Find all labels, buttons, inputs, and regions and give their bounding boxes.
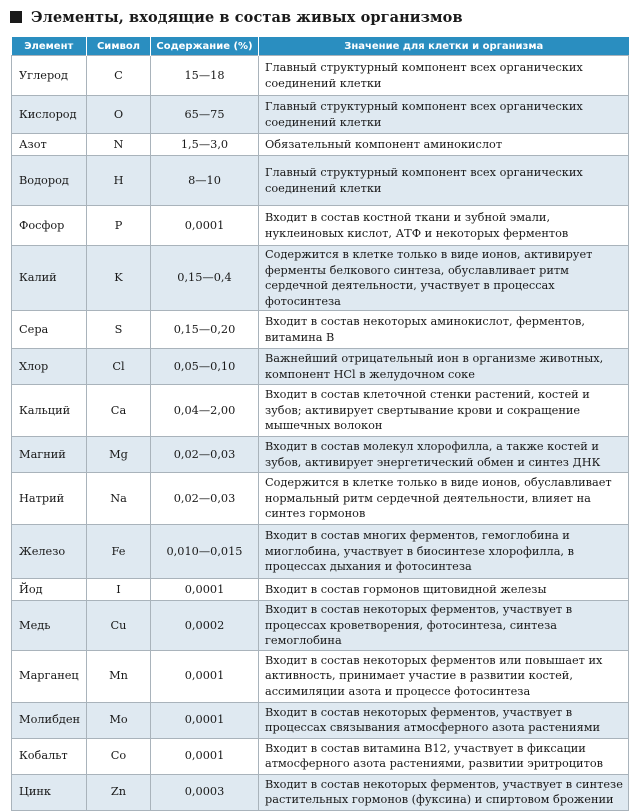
cell-element: Цинк — [12, 774, 87, 810]
header-content: Содержание (%) — [151, 37, 259, 56]
cell-symbol: Fe — [87, 525, 151, 579]
cell-symbol: Na — [87, 473, 151, 525]
cell-role: Главный структурный компонент всех органических соединений клетки — [259, 56, 629, 96]
cell-element: Магний — [12, 437, 87, 473]
table-row — [12, 473, 629, 525]
cell-symbol: Cu — [87, 601, 151, 651]
cell-role: Содержится в клетке только в виде ионов, обуславливает нормальный ритм сердечной деятельности, влияет на синтез гормонов — [259, 473, 629, 525]
cell-role: Главный структурный компонент всех органических соединений клетки — [259, 96, 629, 134]
cell-role: Входит в состав витамина B12, участвует в фиксации атмосферного азота растениями, развитии эритроцитов — [259, 738, 629, 774]
table-row — [12, 349, 629, 385]
cell-element: Хлор — [12, 349, 87, 385]
cell-content: 0,0001 — [151, 702, 259, 738]
cell-symbol: Mo — [87, 702, 151, 738]
table-row — [12, 738, 629, 774]
cell-role: Входит в состав гормонов щитовидной железы — [259, 579, 629, 601]
cell-symbol: H — [87, 156, 151, 206]
cell-element: Марганец — [12, 650, 87, 702]
cell-content: 1,5—3,0 — [151, 134, 259, 156]
cell-element: Натрий — [12, 473, 87, 525]
cell-content: 0,0001 — [151, 579, 259, 601]
cell-role: Входит в состав некоторых ферментов, участвует в процессах связывания атмосферного азота растениями — [259, 702, 629, 738]
cell-role: Входит в состав костной ткани и зубной эмали, нуклеиновых кислот, АТФ и некоторых ферментов — [259, 206, 629, 246]
cell-symbol: Mn — [87, 650, 151, 702]
table-row — [12, 774, 629, 810]
cell-content: 0,02—0,03 — [151, 473, 259, 525]
cell-content: 0,0002 — [151, 601, 259, 651]
cell-element: Кальций — [12, 385, 87, 437]
cell-symbol: K — [87, 246, 151, 311]
cell-symbol: Ca — [87, 385, 151, 437]
table-row — [12, 579, 629, 601]
cell-role: Входит в состав некоторых аминокислот, ферментов, витамина B — [259, 311, 629, 349]
table-row — [12, 437, 629, 473]
cell-element: Водород — [12, 156, 87, 206]
cell-symbol: P — [87, 206, 151, 246]
cell-role: Входит в состав молекул хлорофилла, а также костей и зубов, активирует энергетический обмен и синтез ДНК — [259, 437, 629, 473]
table-row — [12, 206, 629, 246]
cell-content: 0,0001 — [151, 650, 259, 702]
table-row — [12, 385, 629, 437]
cell-element: Калий — [12, 246, 87, 311]
cell-element: Углерод — [12, 56, 87, 96]
cell-role: Входит в состав многих ферментов, гемоглобина и миоглобина, участвует в биосинтезе хлорофилла, в процессах дыхания и фотосинтеза — [259, 525, 629, 579]
cell-content: 15—18 — [151, 56, 259, 96]
table-header-row — [12, 37, 629, 56]
header-symbol: Символ — [87, 37, 151, 56]
table-row — [12, 702, 629, 738]
cell-content: 0,04—2,00 — [151, 385, 259, 437]
cell-role: Содержится в клетке только в виде ионов, активирует ферменты белкового синтеза, обуславливает ритм сердечной деятельности, участвует в процессах фотосинтеза — [259, 246, 629, 311]
cell-element: Молибден — [12, 702, 87, 738]
cell-symbol: Zn — [87, 774, 151, 810]
cell-element: Фосфор — [12, 206, 87, 246]
cell-element: Кислород — [12, 96, 87, 134]
cell-symbol: Co — [87, 738, 151, 774]
page-title-row — [10, 6, 463, 28]
cell-role: Входит в состав некоторых ферментов или повышает их активность, принимает участие в развитии костей, ассимиляции азота и процессе фотосинтеза — [259, 650, 629, 702]
header-element: Элемент — [12, 37, 87, 56]
cell-role: Входит в состав некоторых ферментов, участвует в синтезе растительных гормонов (фуксина) и спиртовом брожении — [259, 774, 629, 810]
table-row — [12, 601, 629, 651]
cell-symbol: C — [87, 56, 151, 96]
table-row — [12, 650, 629, 702]
cell-role: Главный структурный компонент всех органических соединений клетки — [259, 156, 629, 206]
cell-element: Кобальт — [12, 738, 87, 774]
table-row — [12, 156, 629, 206]
table-row — [12, 96, 629, 134]
cell-symbol: S — [87, 311, 151, 349]
cell-symbol: I — [87, 579, 151, 601]
cell-content: 0,05—0,10 — [151, 349, 259, 385]
cell-role: Важнейший отрицательный ион в организме животных, компонент HCl в желудочном соке — [259, 349, 629, 385]
cell-element: Азот — [12, 134, 87, 156]
cell-symbol: O — [87, 96, 151, 134]
cell-role: Обязательный компонент аминокислот — [259, 134, 629, 156]
cell-element: Сера — [12, 311, 87, 349]
cell-symbol: N — [87, 134, 151, 156]
page-title: Элементы, входящие в состав живых организмов — [31, 8, 463, 26]
cell-element: Железо — [12, 525, 87, 579]
table-row — [12, 311, 629, 349]
title-bullet-square — [10, 11, 22, 23]
cell-content: 0,010—0,015 — [151, 525, 259, 579]
cell-content: 0,15—0,20 — [151, 311, 259, 349]
table-row — [12, 246, 629, 311]
cell-symbol: Cl — [87, 349, 151, 385]
cell-content: 0,15—0,4 — [151, 246, 259, 311]
table-row — [12, 56, 629, 96]
cell-element: Медь — [12, 601, 87, 651]
cell-content: 0,0001 — [151, 738, 259, 774]
cell-element: Йод — [12, 579, 87, 601]
table-row — [12, 134, 629, 156]
cell-role: Входит в состав клеточной стенки растений, костей и зубов; активирует свертывание крови и сокращение мышечных волокон — [259, 385, 629, 437]
cell-symbol: Mg — [87, 437, 151, 473]
cell-content: 0,0003 — [151, 774, 259, 810]
cell-role: Входит в состав некоторых ферментов, участвует в процессах кроветворения, фотосинтеза, синтеза гемоглобина — [259, 601, 629, 651]
cell-content: 0,02—0,03 — [151, 437, 259, 473]
cell-content: 65—75 — [151, 96, 259, 134]
elements-table — [11, 37, 629, 811]
cell-content: 8—10 — [151, 156, 259, 206]
table-row — [12, 525, 629, 579]
cell-content: 0,0001 — [151, 206, 259, 246]
header-role: Значение для клетки и организма — [259, 37, 629, 56]
